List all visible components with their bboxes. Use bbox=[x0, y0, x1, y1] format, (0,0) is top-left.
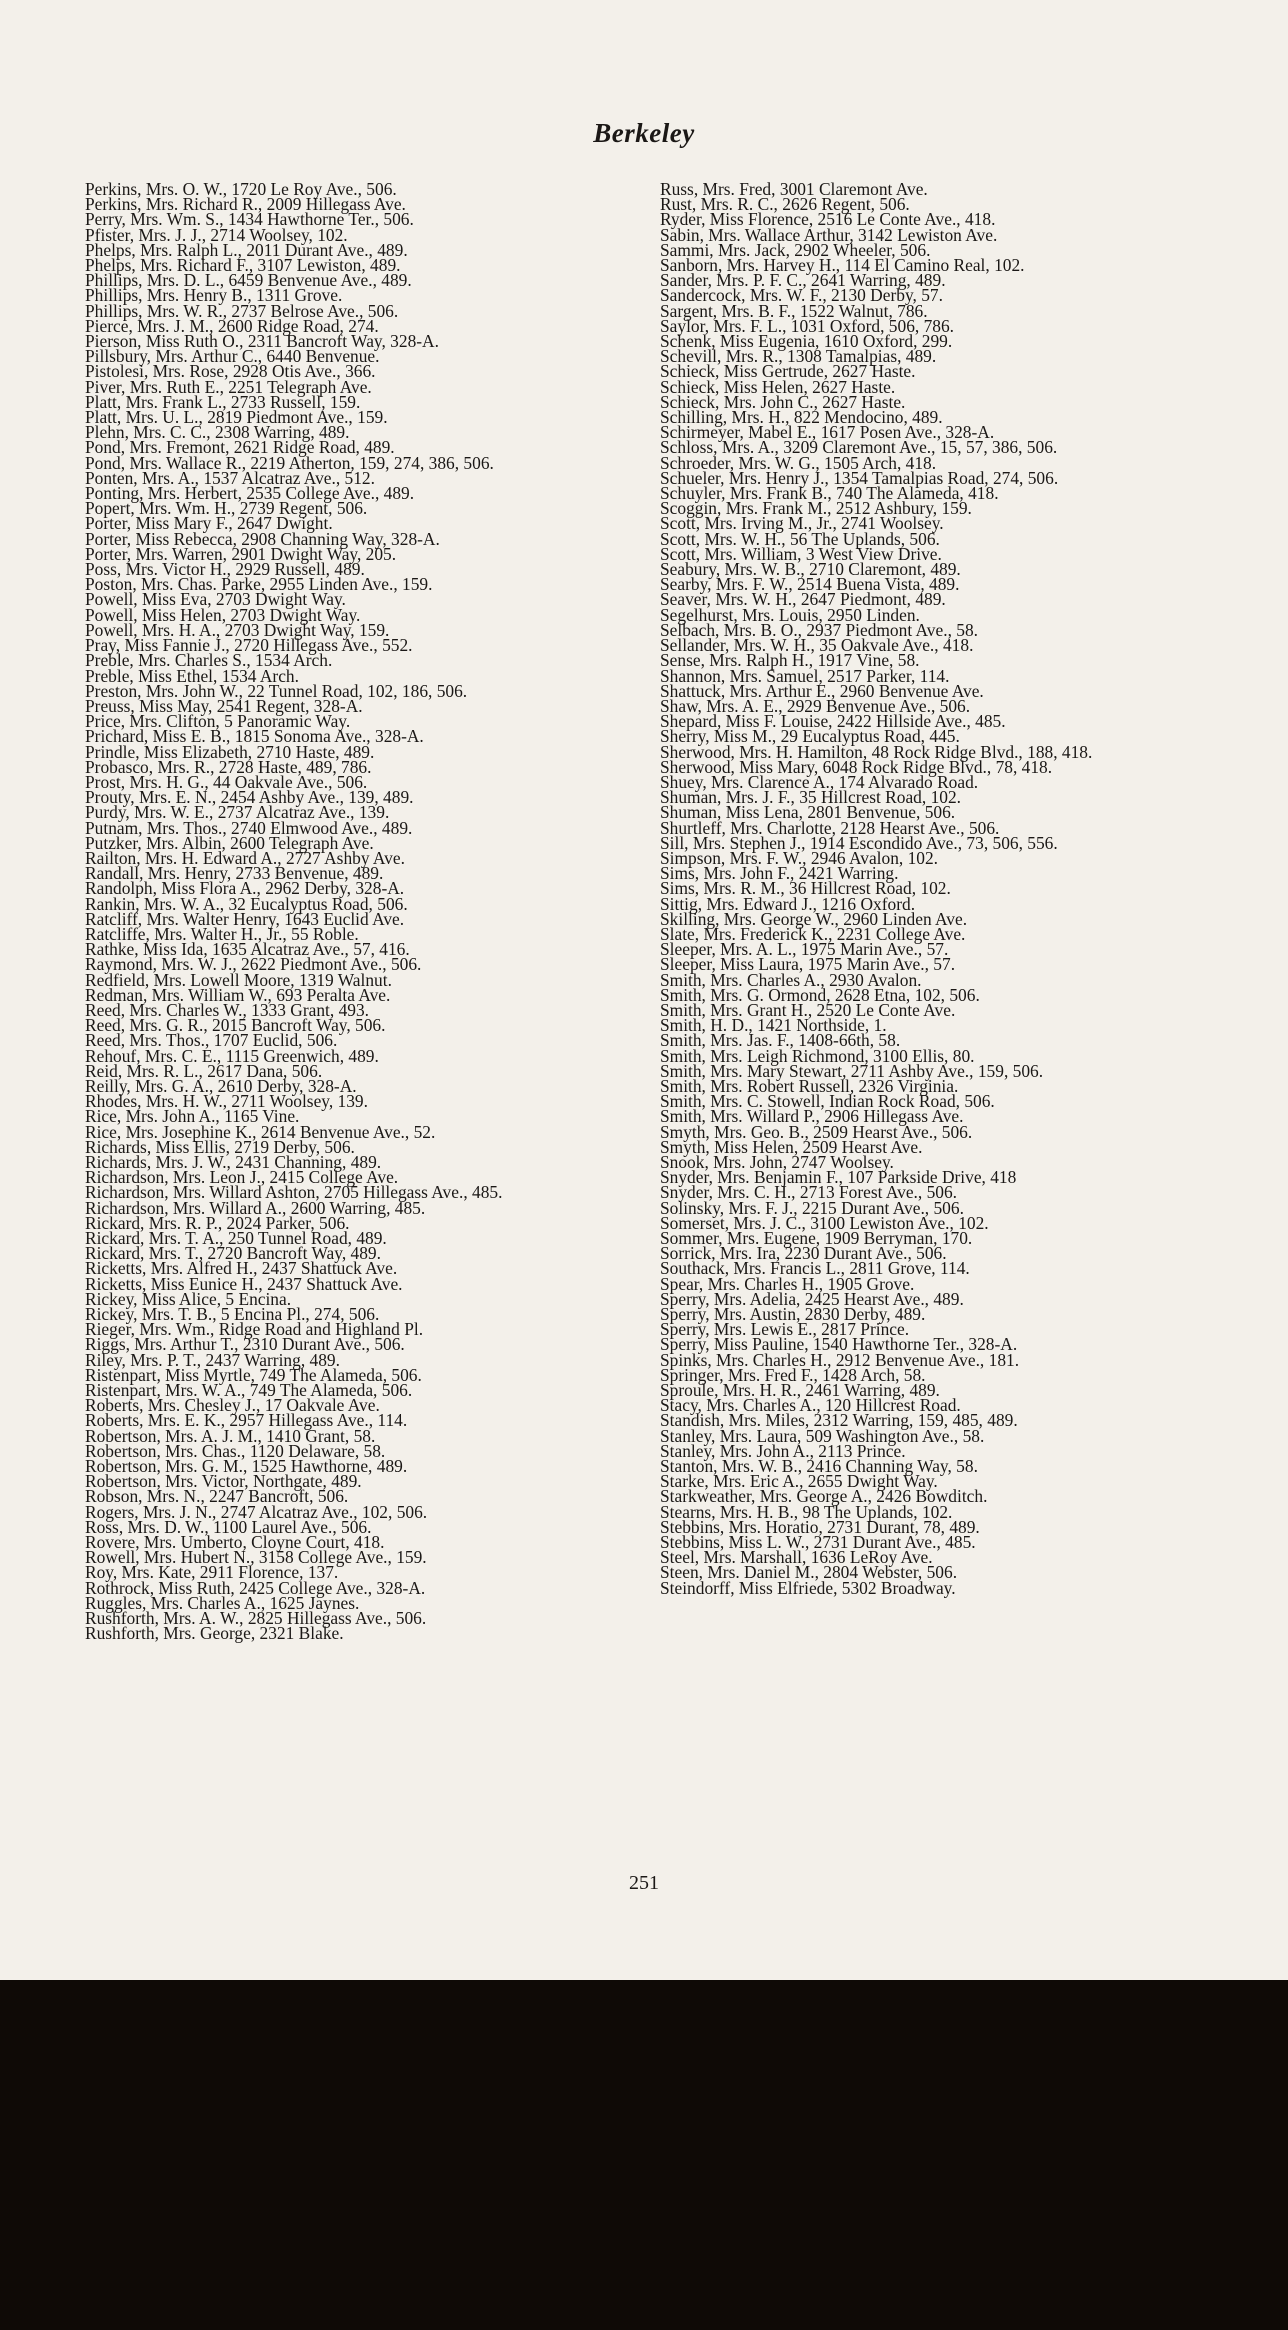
directory-entry: Stearns, Mrs. H. B., 98 The Uplands, 102. bbox=[660, 1501, 953, 1522]
directory-entry: Russ, Mrs. Fred, 3001 Claremont Ave. bbox=[660, 179, 928, 199]
page-heading: Berkeley bbox=[593, 118, 695, 148]
directory-entry: Putzker, Mrs. Albin, 2600 Telegraph Ave. bbox=[85, 832, 374, 853]
directory-entry: Porter, Miss Mary F., 2647 Dwight. bbox=[85, 513, 333, 534]
directory-entry: Prichard, Miss E. B., 1815 Sonoma Ave., 328-A. bbox=[85, 726, 424, 747]
directory-entry: Ross, Mrs. D. W., 1100 Laurel Ave., 506. bbox=[85, 1516, 372, 1537]
directory-entry: Porter, Mrs. Warren, 2901 Dwight Way, 205. bbox=[85, 543, 397, 564]
directory-entry: Rushforth, Mrs. George, 2321 Blake. bbox=[85, 1623, 344, 1644]
directory-entry: Prindle, Miss Elizabeth, 2710 Haste, 489. bbox=[85, 741, 375, 762]
directory-entry: Raymond, Mrs. W. J., 2622 Piedmont Ave., 506. bbox=[85, 954, 422, 975]
directory-entry: Sleeper, Mrs. A. L., 1975 Marin Ave., 57. bbox=[660, 939, 949, 960]
directory-entry: Putnam, Mrs. Thos., 2740 Elmwood Ave., 489. bbox=[85, 817, 413, 838]
directory-entry: Riggs, Mrs. Arthur T., 2310 Durant Ave., 506. bbox=[85, 1334, 405, 1355]
directory-entry: Ricketts, Mrs. Alfred H., 2437 Shattuck Ave. bbox=[85, 1258, 398, 1279]
directory-entry: Prost, Mrs. H. G., 44 Oakvale Ave., 506. bbox=[85, 771, 368, 792]
directory-entry: Sorrick, Mrs. Ira, 2230 Durant Ave., 506. bbox=[660, 1243, 947, 1264]
directory-entry: Powell, Mrs. H. A., 2703 Dwight Way, 159. bbox=[85, 619, 390, 640]
directory-entry: Shuman, Mrs. J. F., 35 Hillcrest Road, 102. bbox=[660, 787, 962, 808]
directory-entry: Scott, Mrs. Irving M., Jr., 2741 Woolsey. bbox=[660, 513, 944, 534]
directory-entry: Smyth, Mrs. Geo. B., 2509 Hearst Ave., 506. bbox=[660, 1121, 973, 1142]
directory-entry: Porter, Miss Rebecca, 2908 Channing Way, 328-A. bbox=[85, 528, 440, 549]
directory-entry: Ristenpart, Mrs. W. A., 749 The Alameda, 506. bbox=[85, 1380, 413, 1401]
directory-entry: Sense, Mrs. Ralph H., 1917 Vine, 58. bbox=[660, 650, 920, 671]
directory-entry: Selbach, Mrs. B. O., 2937 Piedmont Ave., 58. bbox=[660, 619, 979, 640]
directory-entry: Rovere, Mrs. Umberto, Cloyne Court, 418. bbox=[85, 1532, 385, 1553]
directory-entry: Reilly, Mrs. G. A., 2610 Derby, 328-A. bbox=[85, 1075, 357, 1096]
directory-entry: Solinsky, Mrs. F. J., 2215 Durant Ave., 506. bbox=[660, 1197, 964, 1218]
directory-entry: Shuman, Miss Lena, 2801 Benvenue, 506. bbox=[660, 802, 956, 823]
directory-entry: Smith, H. D., 1421 Northside, 1. bbox=[660, 1015, 887, 1036]
directory-entry: Perkins, Mrs. O. W., 1720 Le Roy Ave., 506. bbox=[85, 179, 397, 199]
directory-entry: Sill, Mrs. Stephen J., 1914 Escondido Ave., 73, 506, 556. bbox=[660, 832, 1058, 853]
directory-entry: Schuyler, Mrs. Frank B., 740 The Alameda, 418. bbox=[660, 483, 999, 504]
directory-entry: Perkins, Mrs. Richard R., 2009 Hillegass Ave. bbox=[85, 194, 406, 215]
directory-entry: Shepard, Miss F. Louise, 2422 Hillside Ave., 485. bbox=[660, 711, 1006, 732]
directory-entry: Phillips, Mrs. W. R., 2737 Belrose Ave., 506. bbox=[85, 300, 399, 321]
directory-entry: Robson, Mrs. N., 2247 Bancroft, 506. bbox=[85, 1486, 349, 1507]
directory-entry: Schieck, Miss Gertrude, 2627 Haste. bbox=[660, 361, 916, 382]
directory-entry: Poss, Mrs. Victor H., 2929 Russell, 489. bbox=[85, 559, 365, 580]
directory-entry: Reed, Mrs. Thos., 1707 Euclid, 506. bbox=[85, 1030, 338, 1051]
directory-entry: Schevill, Mrs. R., 1308 Tamalpias, 489. bbox=[660, 346, 937, 367]
directory-entry: Pierson, Miss Ruth O., 2311 Bancroft Way, 328-A. bbox=[85, 331, 439, 352]
directory-entry: Simpson, Mrs. F. W., 2946 Avalon, 102. bbox=[660, 847, 939, 868]
directory-entry: Ponting, Mrs. Herbert, 2535 College Ave., 489. bbox=[85, 483, 415, 504]
directory-entry: Ristenpart, Miss Myrtle, 749 The Alameda, 506. bbox=[85, 1364, 422, 1385]
directory-entry: Ratcliffe, Mrs. Walter H., Jr., 55 Roble. bbox=[85, 923, 359, 944]
directory-entry: Steindorff, Miss Elfriede, 5302 Broadway. bbox=[660, 1577, 956, 1598]
directory-entry: Pond, Mrs. Fremont, 2621 Ridge Road, 489. bbox=[85, 437, 395, 458]
directory-entry: Slate, Mrs. Frederick K., 2231 College Ave. bbox=[660, 923, 966, 944]
directory-entry: Ryder, Miss Florence, 2516 Le Conte Ave., 418. bbox=[660, 209, 996, 230]
directory-entry: Richardson, Mrs. Willard A., 2600 Warring, 485. bbox=[85, 1197, 426, 1218]
directory-entry: Rust, Mrs. R. C., 2626 Regent, 506. bbox=[660, 194, 910, 215]
right-column bbox=[660, 179, 1280, 1598]
directory-entry: Phelps, Mrs. Richard F., 3107 Lewiston, 489. bbox=[85, 255, 401, 276]
directory-entry: Sproule, Mrs. H. R., 2461 Warring, 489. bbox=[660, 1380, 940, 1401]
directory-entry: Popert, Mrs. Wm. H., 2739 Regent, 506. bbox=[85, 498, 368, 519]
directory-entry: Sanborn, Mrs. Harvey H., 114 El Camino Real, 102. bbox=[660, 255, 1025, 276]
directory-entry: Stanton, Mrs. W. B., 2416 Channing Way, 58. bbox=[660, 1456, 978, 1477]
directory-entry: Somerset, Mrs. J. C., 3100 Lewiston Ave., 102. bbox=[660, 1212, 989, 1233]
directory-entry: Sellander, Mrs. W. H., 35 Oakvale Ave., 418. bbox=[660, 635, 974, 656]
directory-entry: Sherry, Miss M., 29 Eucalyptus Road, 445. bbox=[660, 726, 960, 747]
directory-entry: Smith, Mrs. Leigh Richmond, 3100 Ellis, 80. bbox=[660, 1045, 975, 1066]
directory-entry: Shattuck, Mrs. Arthur E., 2960 Benvenue Ave. bbox=[660, 680, 984, 701]
directory-entry: Sperry, Mrs. Adelia, 2425 Hearst Ave., 489. bbox=[660, 1288, 964, 1309]
directory-entry: Smith, Mrs. C. Stowell, Indian Rock Road, 506. bbox=[660, 1091, 995, 1112]
directory-entry: Pistolesi, Mrs. Rose, 2928 Otis Ave., 366. bbox=[85, 361, 376, 382]
directory-entry: Sargent, Mrs. B. F., 1522 Walnut, 786. bbox=[660, 300, 928, 321]
directory-entry: Smith, Mrs. G. Ormond, 2628 Etna, 102, 506. bbox=[660, 984, 980, 1005]
directory-entry: Schueler, Mrs. Henry J., 1354 Tamalpias Road, 274, 506. bbox=[660, 467, 1059, 488]
directory-entry: Shurtleff, Mrs. Charlotte, 2128 Hearst Ave., 506. bbox=[660, 817, 1000, 838]
directory-entry: Reed, Mrs. G. R., 2015 Bancroft Way, 506. bbox=[85, 1015, 386, 1036]
directory-entry: Price, Mrs. Clifton, 5 Panoramic Way. bbox=[85, 711, 351, 732]
directory-entry: Rickard, Mrs. R. P., 2024 Parker, 506. bbox=[85, 1212, 350, 1233]
directory-entry: Snyder, Mrs. C. H., 2713 Forest Ave., 506. bbox=[660, 1182, 958, 1203]
directory-entry: Southack, Mrs. Francis L., 2811 Grove, 114. bbox=[660, 1258, 970, 1279]
directory-entry: Pillsbury, Mrs. Arthur C., 6440 Benvenue. bbox=[85, 346, 380, 367]
directory-entry: Scott, Mrs. W. H., 56 The Uplands, 506. bbox=[660, 528, 940, 549]
directory-entry: Sommer, Mrs. Eugene, 1909 Berryman, 170. bbox=[660, 1228, 973, 1249]
directory-entry: Phelps, Mrs. Ralph L., 2011 Durant Ave., 489. bbox=[85, 239, 408, 260]
directory-entry: Roy, Mrs. Kate, 2911 Florence, 137. bbox=[85, 1562, 339, 1583]
directory-entry: Phillips, Mrs. Henry B., 1311 Grove. bbox=[85, 285, 343, 306]
directory-entry: Rickey, Miss Alice, 5 Encina. bbox=[85, 1288, 292, 1309]
directory-entry: Ruggles, Mrs. Charles A., 1625 Jaynes. bbox=[85, 1592, 360, 1613]
directory-entry: Steel, Mrs. Marshall, 1636 LeRoy Ave. bbox=[660, 1547, 933, 1568]
directory-entry: Stebbins, Miss L. W., 2731 Durant Ave., 485. bbox=[660, 1532, 976, 1553]
directory-entry: Sims, Mrs. R. M., 36 Hillcrest Road, 102. bbox=[660, 878, 951, 899]
directory-entry: Standish, Mrs. Miles, 2312 Warring, 159, 485, 489. bbox=[660, 1410, 1018, 1431]
directory-entry: Steen, Mrs. Daniel M., 2804 Webster, 506. bbox=[660, 1562, 958, 1583]
directory-entry: Rankin, Mrs. W. A., 32 Eucalyptus Road, 506. bbox=[85, 893, 408, 914]
page-number: 251 bbox=[629, 1872, 659, 1894]
directory-entry: Plehn, Mrs. C. C., 2308 Warring, 489. bbox=[85, 422, 350, 443]
directory-entry: Piver, Mrs. Ruth E., 2251 Telegraph Ave. bbox=[85, 376, 372, 397]
directory-entry: Stebbins, Mrs. Horatio, 2731 Durant, 78, 489. bbox=[660, 1516, 980, 1537]
directory-entry: Scott, Mrs. William, 3 West View Drive. bbox=[660, 543, 942, 564]
directory-entry: Platt, Mrs. U. L., 2819 Piedmont Ave., 159. bbox=[85, 407, 388, 428]
scan-background bbox=[0, 1980, 1288, 2330]
directory-entry: Powell, Miss Helen, 2703 Dwight Way. bbox=[85, 604, 361, 625]
directory-entry: Sherwood, Mrs. H. Hamilton, 48 Rock Ridge Blvd., 188, 418. bbox=[660, 741, 1093, 762]
directory-entry: Powell, Miss Eva, 2703 Dwight Way. bbox=[85, 589, 346, 610]
directory-entry: Rhodes, Mrs. H. W., 2711 Woolsey, 139. bbox=[85, 1091, 368, 1112]
directory-entry: Sander, Mrs. P. F. C., 2641 Warring, 489. bbox=[660, 270, 946, 291]
directory-entry: Richards, Mrs. J. W., 2431 Channing, 489. bbox=[85, 1152, 382, 1172]
directory-entry: Segelhurst, Mrs. Louis, 2950 Linden. bbox=[660, 604, 920, 625]
directory-entry: Shannon, Mrs. Samuel, 2517 Parker, 114. bbox=[660, 665, 950, 686]
directory-entry: Phillips, Mrs. D. L., 6459 Benvenue Ave., 489. bbox=[85, 270, 412, 291]
directory-entry: Riley, Mrs. P. T., 2437 Warring, 489. bbox=[85, 1349, 340, 1370]
directory-entry: Ricketts, Miss Eunice H., 2437 Shattuck Ave. bbox=[85, 1273, 403, 1294]
directory-entry: Probasco, Mrs. R., 2728 Haste, 489, 786. bbox=[85, 756, 372, 777]
directory-entry: Prouty, Mrs. E. N., 2454 Ashby Ave., 139, 489. bbox=[85, 787, 414, 808]
directory-entry: Redman, Mrs. William W., 693 Peralta Ave. bbox=[85, 984, 391, 1005]
directory-entry: Sammi, Mrs. Jack, 2902 Wheeler, 506. bbox=[660, 239, 931, 260]
directory-entry: Pfister, Mrs. J. J., 2714 Woolsey, 102. bbox=[85, 224, 348, 245]
directory-entry: Rickard, Mrs. T. A., 250 Tunnel Road, 489. bbox=[85, 1228, 387, 1249]
directory-entry: Poston, Mrs. Chas. Parke, 2955 Linden Ave., 159. bbox=[85, 574, 433, 595]
directory-entry: Springer, Mrs. Fred F., 1428 Arch, 58. bbox=[660, 1364, 926, 1385]
directory-entry: Scoggin, Mrs. Frank M., 2512 Ashbury, 159. bbox=[660, 498, 972, 519]
directory-entry: Shaw, Mrs. A. E., 2929 Benvenue Ave., 506. bbox=[660, 695, 971, 716]
directory-entry: Seaver, Mrs. W. H., 2647 Piedmont, 489. bbox=[660, 589, 946, 610]
directory-entry: Rice, Mrs. John A., 1165 Vine. bbox=[85, 1106, 300, 1127]
directory-entry: Smith, Mrs. Charles A., 2930 Avalon. bbox=[660, 969, 922, 990]
directory-entry: Searby, Mrs. F. W., 2514 Buena Vista, 489. bbox=[660, 574, 960, 595]
directory-entry: Platt, Mrs. Frank L., 2733 Russell, 159. bbox=[85, 391, 361, 412]
directory-entry: Schieck, Miss Helen, 2627 Haste. bbox=[660, 376, 896, 397]
directory-entry: Railton, Mrs. H. Edward A., 2727 Ashby Ave. bbox=[85, 847, 405, 868]
directory-entry: Roberts, Mrs. Chesley J., 17 Oakvale Ave. bbox=[85, 1395, 380, 1416]
directory-entry: Sabin, Mrs. Wallace Arthur, 3142 Lewiston Ave. bbox=[660, 224, 998, 245]
directory-entry: Sherwood, Miss Mary, 6048 Rock Ridge Blvd., 78, 418. bbox=[660, 756, 1053, 777]
directory-entry: Smith, Mrs. Jas. F., 1408-66th, 58. bbox=[660, 1030, 901, 1051]
directory-entry: Schroeder, Mrs. W. G., 1505 Arch, 418. bbox=[660, 452, 937, 473]
directory-entry: Rieger, Mrs. Wm., Ridge Road and Highland Pl. bbox=[85, 1319, 424, 1340]
directory-entry: Smyth, Miss Helen, 2509 Hearst Ave. bbox=[660, 1136, 923, 1157]
directory-entry: Seabury, Mrs. W. B., 2710 Claremont, 489. bbox=[660, 559, 961, 580]
directory-entry: Schieck, Mrs. John C., 2627 Haste. bbox=[660, 391, 906, 412]
directory-entry: Smith, Mrs. Mary Stewart, 2711 Ashby Ave., 159, 506. bbox=[660, 1060, 1044, 1081]
directory-entry: Rowell, Mrs. Hubert N., 3158 College Ave., 159. bbox=[85, 1547, 427, 1568]
directory-entry: Sperry, Mrs. Lewis E., 2817 Prince. bbox=[660, 1319, 910, 1340]
directory-entry: Richardson, Mrs. Leon J., 2415 College Ave. bbox=[85, 1167, 399, 1188]
directory-entry: Starkweather, Mrs. George A., 2426 Bowditch. bbox=[660, 1486, 988, 1507]
directory-entry: Rice, Mrs. Josephine K., 2614 Benvenue Ave., 52. bbox=[85, 1121, 436, 1142]
directory-entry: Rogers, Mrs. J. N., 2747 Alcatraz Ave., 102, 506. bbox=[85, 1501, 428, 1522]
directory-entry: Sleeper, Miss Laura, 1975 Marin Ave., 57. bbox=[660, 954, 956, 975]
directory-entry: Pray, Miss Fannie J., 2720 Hillegass Ave., 552. bbox=[85, 635, 413, 656]
directory-entry: Rathke, Miss Ida, 1635 Alcatraz Ave., 57, 416. bbox=[85, 939, 410, 960]
directory-entry: Preble, Mrs. Charles S., 1534 Arch. bbox=[85, 650, 333, 671]
directory-entry: Schloss, Mrs. A., 3209 Claremont Ave., 15, 57, 386, 506. bbox=[660, 437, 1058, 458]
directory-entry: Robertson, Mrs. A. J. M., 1410 Grant, 58. bbox=[85, 1425, 376, 1446]
directory-entry: Starke, Mrs. Eric A., 2655 Dwight Way. bbox=[660, 1471, 938, 1492]
directory-entry: Snook, Mrs. John, 2747 Woolsey. bbox=[660, 1152, 894, 1172]
directory-entry: Smith, Mrs. Willard P., 2906 Hillegass Ave. bbox=[660, 1106, 964, 1127]
directory-entry: Stanley, Mrs. Laura, 509 Washington Ave., 58. bbox=[660, 1425, 985, 1446]
directory-entry: Reed, Mrs. Charles W., 1333 Grant, 493. bbox=[85, 999, 370, 1020]
directory-entry: Rickard, Mrs. T., 2720 Bancroft Way, 489. bbox=[85, 1243, 381, 1264]
directory-entry: Rehouf, Mrs. C. E., 1115 Greenwich, 489. bbox=[85, 1045, 379, 1066]
directory-entry: Schirmeyer, Mabel E., 1617 Posen Ave., 328-A. bbox=[660, 422, 995, 443]
directory-entry: Richards, Miss Ellis, 2719 Derby, 506. bbox=[85, 1136, 355, 1157]
directory-entry: Pond, Mrs. Wallace R., 2219 Atherton, 159, 274, 386, 506. bbox=[85, 452, 494, 473]
directory-entry: Richardson, Mrs. Willard Ashton, 2705 Hillegass Ave., 485. bbox=[85, 1182, 503, 1203]
directory-entry: Robertson, Mrs. G. M., 1525 Hawthorne, 489. bbox=[85, 1456, 408, 1477]
directory-entry: Randall, Mrs. Henry, 2733 Benvenue, 489. bbox=[85, 863, 384, 884]
directory-entry: Pierce, Mrs. J. M., 2600 Ridge Road, 274. bbox=[85, 315, 379, 336]
directory-entry: Smith, Mrs. Robert Russell, 2326 Virginia. bbox=[660, 1075, 959, 1096]
directory-entry: Schenk, Miss Eugenia, 1610 Oxford, 299. bbox=[660, 331, 953, 352]
directory-entry: Preston, Mrs. John W., 22 Tunnel Road, 102, 186, 506. bbox=[85, 680, 468, 701]
directory-entry: Sperry, Miss Pauline, 1540 Hawthorne Ter., 328-A. bbox=[660, 1334, 1018, 1355]
directory-entry: Robertson, Mrs. Chas., 1120 Delaware, 58. bbox=[85, 1440, 386, 1461]
directory-entry: Sittig, Mrs. Edward J., 1216 Oxford. bbox=[660, 893, 916, 914]
directory-entry: Stanley, Mrs. John A., 2113 Prince. bbox=[660, 1440, 906, 1461]
directory-entry: Perry, Mrs. Wm. S., 1434 Hawthorne Ter., 506. bbox=[85, 209, 414, 230]
directory-entry: Redfield, Mrs. Lowell Moore, 1319 Walnut. bbox=[85, 969, 392, 990]
directory-entry: Sperry, Mrs. Austin, 2830 Derby, 489. bbox=[660, 1304, 926, 1325]
directory-entry: Reid, Mrs. R. L., 2617 Dana, 506. bbox=[85, 1060, 323, 1081]
directory-entry: Shuey, Mrs. Clarence A., 174 Alvarado Road. bbox=[660, 771, 979, 792]
directory-entry: Smith, Mrs. Grant H., 2520 Le Conte Ave. bbox=[660, 999, 956, 1020]
directory-entry: Purdy, Mrs. W. E., 2737 Alcatraz Ave., 139. bbox=[85, 802, 390, 823]
directory-entry: Saylor, Mrs. F. L., 1031 Oxford, 506, 786. bbox=[660, 315, 955, 336]
directory-entry: Roberts, Mrs. E. K., 2957 Hillegass Ave., 114. bbox=[85, 1410, 408, 1431]
directory-entry: Rushforth, Mrs. A. W., 2825 Hillegass Ave., 506. bbox=[85, 1608, 427, 1629]
directory-entry: Skilling, Mrs. George W., 2960 Linden Ave. bbox=[660, 908, 968, 929]
directory-entry: Spear, Mrs. Charles H., 1905 Grove. bbox=[660, 1273, 915, 1294]
directory-entry: Sims, Mrs. John F., 2421 Warring. bbox=[660, 863, 899, 884]
directory-entry: Rickey, Mrs. T. B., 5 Encina Pl., 274, 506. bbox=[85, 1304, 380, 1325]
directory-entry: Snyder, Mrs. Benjamin F., 107 Parkside Drive, 418 bbox=[660, 1167, 1017, 1188]
directory-entry: Preuss, Miss May, 2541 Regent, 328-A. bbox=[85, 695, 363, 716]
directory-entry: Stacy, Mrs. Charles A., 120 Hillcrest Road. bbox=[660, 1395, 961, 1416]
directory-entry: Ratcliff, Mrs. Walter Henry, 1643 Euclid Ave. bbox=[85, 908, 405, 929]
directory-entry: Robertson, Mrs. Victor, Northgate, 489. bbox=[85, 1471, 362, 1492]
directory-entry: Preble, Miss Ethel, 1534 Arch. bbox=[85, 665, 299, 686]
directory-entry: Sandercock, Mrs. W. F., 2130 Derby, 57. bbox=[660, 285, 943, 306]
directory-entry: Rothrock, Miss Ruth, 2425 College Ave., 328-A. bbox=[85, 1577, 426, 1598]
directory-entry: Schilling, Mrs. H., 822 Mendocino, 489. bbox=[660, 407, 943, 428]
directory-entry: Randolph, Miss Flora A., 2962 Derby, 328-A. bbox=[85, 878, 405, 899]
directory-entry: Spinks, Mrs. Charles H., 2912 Benvenue Ave., 181. bbox=[660, 1349, 1020, 1370]
directory-entry: Ponten, Mrs. A., 1537 Alcatraz Ave., 512. bbox=[85, 467, 375, 488]
left-column bbox=[85, 179, 655, 1644]
